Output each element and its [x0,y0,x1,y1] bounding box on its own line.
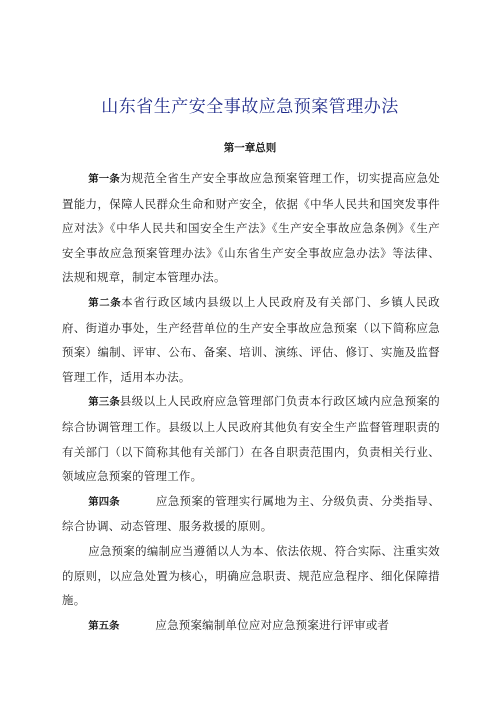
paragraph-text: 应急预案的编制应当遵循以人为本、依法依规、符合实际、注重实效的原则，以应急处置为核心，明确应急职责、规范应急程序、细化保障措施。 [62,543,440,608]
article-text: 县级以上人民政府应急管理部门负责本行政区域内应急预案的综合协调管理工作。县级以上人民政府其他负有安全生产监督管理职责的有关部门（以下简称其他有关部门）在各自职责范围内，负责相关行业、领域应急预案的管理工作。 [62,394,440,484]
article-paragraph [62,166,440,290]
article-text: 应急预案编制单位应对应急预案进行评审或者 [155,617,390,632]
article-text: 为规范全省生产安全事故应急预案管理工作，切实提高应急处置能力，保障人民群众生命和财产安全，依据《中华人民共和国突发事件应对法》《中华人民共和国安全生产法》《生产安全事故应急条例》《生产安全事故应急预案管理办法》《山东省生产安全事故应急办法》等法律、法规和规章，制定本管理办法。 [62,171,440,285]
article-paragraph [62,613,440,639]
body-paragraph [62,539,440,613]
article-number: 第五条 [88,619,120,632]
article-paragraph [62,489,440,539]
document-body [62,166,440,638]
article-paragraph [62,290,440,389]
chapter-heading: 第一章总则 [223,142,277,154]
article-text: 本省行政区域内县级以上人民政府及有关部门、乡镇人民政府、街道办事处，生产经营单位的生产安全事故应急预案（以下简称应急预案）编制、评审、公布、备案、培训、演练、评估、修订、实施及监督管理工作，适用本办法。 [62,294,441,384]
article-number: 第二条 [88,296,122,309]
article-number: 第三条 [88,396,120,409]
article-number: 第一条 [88,173,120,185]
article-number: 第四条 [88,495,120,508]
document-title: 山东省生产安全事故应急预案管理办法 [101,97,399,117]
article-text: 应急预案的管理实行属地为主、分级负责、分类指导、综合协调、动态管理、服务救援的原则。 [62,493,441,534]
article-paragraph [62,389,440,488]
